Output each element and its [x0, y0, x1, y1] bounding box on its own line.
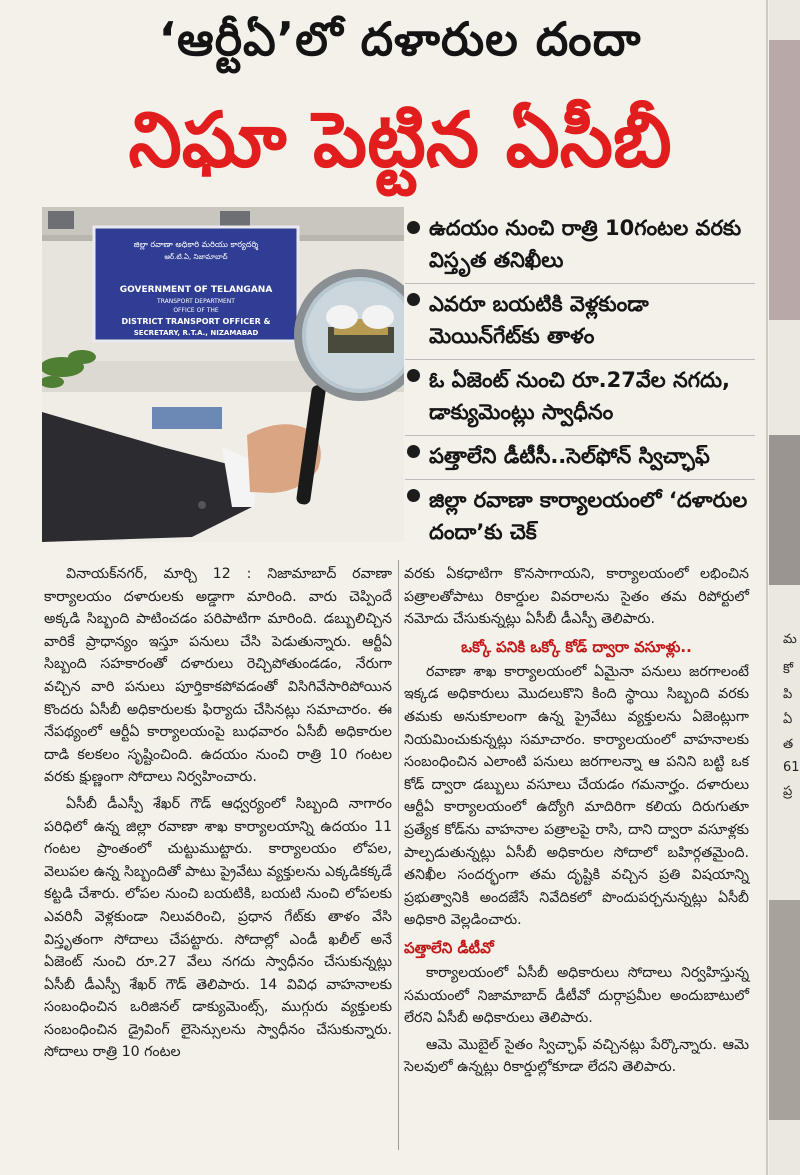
bullet-dot-icon [407, 369, 420, 382]
adjacent-photo [769, 435, 800, 585]
bullet-dot-icon [407, 293, 420, 306]
article-paragraph: ఏసీబీ డీఎస్పీ శేఖర్ గౌడ్ ఆధ్వర్యంలో సిబ్బంది నాగారం పరిధిలో ఉన్న జిల్లా రవాణా శాఖ కార్యాలయాన్ని ఉదయం 11 గంటల ప్రాంతంలో చుట్టుముట్టారు. కార్యాలయం లోపల, వెలుపల ఉన్న సిబ్బందితో పాటు ప్రైవేటు వ్యక్తులను ఎక్కడికక్కడే కట్టడి చేశారు. లోపల నుంచి బయటికి, బయటి నుంచి లోపలకు ఎవరినీ వెళ్లకుండా నిలువరించి, ప్రధాన గేట్‌కు తాళం వేసి విస్తృతంగా సోదాలు చేపట్టారు. సోదాల్లో ఎండీ ఖలీల్ అనే ఏజెంట్ నుంచి రూ.27 వేలు నగదు స్వాధీనం చేసుకున్నట్లు ఏసీబీ డీఎస్పీ శేఖర్ గౌడ్ తెలిపారు. 14 వివిధ వాహనాలకు సంబంధించిన ఒరిజినల్ డాక్యుమెంట్స్, ముగ్గురు వ్యక్తులకు సంబంధించిన డ్రైవింగ్ లైసెన్సులను స్వాధీనం చేసుకున్నారు. సోదాలు రాత్రి 10 గంటల [44, 795, 392, 1061]
headline: నిఘా పెట్టిన ఏసీబీ [128, 95, 672, 184]
highlight-text: పత్తాలేని డీటీసీ..సెల్‌ఫోన్ స్విచ్ఛాఫ్ [429, 444, 710, 468]
sign-line-5: OFFICE OF THE [173, 307, 219, 314]
adjacent-text-fragment: మ [783, 632, 797, 647]
sign-line-7: SECRETARY, R.T.A., NIZAMABAD [133, 329, 259, 337]
adjacent-article-strip [769, 0, 800, 1175]
article-column-right [404, 563, 749, 1083]
article-paragraph: రవాణా శాఖ కార్యాలయంలో ఏమైనా పనులు జరగాలంటే ఇక్కడ అధికారులు మొదలుకొని కింది స్థాయి సిబ్బంది వరకు తమకు అనుకూలంగా ఉన్న ప్రైవేటు వ్యక్తులను ఏజెంట్లుగా నియమించుకున్నట్లు సమాచారం. కార్యాలయంలో వాహనాలకు సంబంధించిన ఎలాంటి పనులు జరగాలన్నా ఆ పనిని బట్టి ఒక కోడ్ ద్వారా డబ్బులు వసూలు చేయడం గమనార్హం. దళారులు ఆర్టీఏ కార్యాలయంలో ఉద్యోగి మాదిరిగా కలియ దిరుగుతూ ప్రత్యేక కోడ్‌ను వాహనాల పత్రాలపై రాసి, దాని ద్వారా వసూళ్లకు పాల్పడుతున్నట్లు ఏసీబీ అధికారుల సోదాలో బహిర్గతమైంది. తనిఖీల సందర్భంగా తమ దృష్టికి వచ్చిన ప్రతి విషయాన్ని ప్రభుత్వానికి అందజేసే నివేదికలో పొందుపర్చనున్నట్లు ఏసీబీ అధికారి వెల్లడించారు. [404, 663, 749, 929]
highlight-item [405, 359, 755, 428]
headline-kicker: ‘ఆర్టీఏ’లో దళారుల దందా [158, 12, 642, 66]
article-paragraph: వరకు ఏకధాటిగా కొనసాగాయని, కార్యాలయంలో లభించిన పత్రాలతోపాటు రికార్డుల వివరాలను సైతం తమ రిపోర్టులో నమోదు చేసుకున్నట్లు ఏసీబీ డీఎస్పీ తెలిపారు. [404, 566, 749, 628]
subheading-code-collections: ఒక్కో పనికి ఒక్కో కోడ్ ద్వారా వసూళ్లు.. [461, 637, 692, 656]
sign-line-4: TRANSPORT DEPARTMENT [157, 298, 235, 305]
highlight-item [405, 479, 755, 548]
highlight-text: ఎవరూ బయటికి వెళ్లకుండా మెయిన్‌గేట్‌కు తాళం [429, 292, 649, 348]
adjacent-text-fragment: 61 [783, 760, 800, 775]
highlight-text: జిల్లా రవాణా కార్యాలయంలో ‘దళారుల దందా’కు చెక్ [429, 488, 748, 544]
column-divider [398, 560, 399, 1150]
highlights-list [405, 212, 755, 557]
subheading-dto-missing: పత్తాలేని డీటీవో [404, 938, 494, 957]
bullet-dot-icon [407, 221, 420, 234]
article-photo [42, 207, 404, 542]
highlight-text: ఉదయం నుంచి రాత్రి 10గంటల వరకు విస్తృత తనిఖీలు [429, 216, 742, 272]
article-paragraph: కార్యాలయంలో ఏసీబీ అధికారులు సోదాలు నిర్వహిస్తున్న సమయంలో నిజామాబాద్ డీటీవో దుర్గాప్రమీల అందుబాటులో లేరని ఏసీబీ అధికారులు తెలిపారు. [404, 964, 749, 1027]
article-paragraph: వినాయక్‌నగర్, మార్చి 12 : నిజామాబాద్ రవాణా కార్యాలయం దళారులకు అడ్డాగా మారింది. వారు చెప్పిందే అక్కడి సిబ్బంది పాటించడం పరిపాటిగా మారింది. డబ్బులిచ్చిన వారికే ప్రాధాన్యం ఇస్తూ పనులు చేసి పెడుతున్నారు. ఆర్టీఏ సిబ్బంది సహకారంతో దళారులు రెచ్చిపోతుండడం, నేరుగా వచ్చిన వారి పనులు పూర్తికాకపోవడంతో విసిగివేసారిపోయిన కొందరు ఏసీబీ అధికారులకు ఫిర్యాదు చేసినట్లు సమాచారం. ఈ నేపథ్యంలో ఆర్టీఏ కార్యాలయంపై బుధవారం ఏసీబీ అధికారుల దాడి కలకలం సృష్టించింది. ఉదయం నుంచి రాత్రి 10 గంటల వరకు క్షుణ్ణంగా సోదాలు నిర్వహించారు. [44, 566, 392, 786]
bullet-dot-icon [407, 445, 420, 458]
adjacent-text-fragment: కో [783, 662, 794, 677]
margin-rule [766, 0, 768, 1175]
adjacent-text-fragment: ఏ [783, 712, 793, 727]
adjacent-text-fragment: ప్ర [783, 784, 793, 799]
article-column-left [44, 563, 392, 1068]
sign-line-6: DISTRICT TRANSPORT OFFICER & [121, 317, 271, 326]
adjacent-text-fragment: పి [783, 687, 793, 702]
magnifying-glass-icon [298, 273, 404, 397]
sign-line-2: ఆర్.టి.ఏ, నిజామాబాద్ [164, 253, 228, 261]
highlight-item [405, 283, 755, 352]
adjacent-text-fragment: త [783, 737, 794, 752]
adjacent-photo [769, 900, 800, 1120]
adjacent-photo [769, 40, 800, 320]
sign-line-3: GOVERNMENT OF TELANGANA [119, 285, 273, 295]
highlight-text: ఓ ఏజెంట్ నుంచి రూ.27వేల నగదు, డాక్యుమెంట్లు స్వాధీనం [429, 368, 731, 424]
photo-illustration [42, 207, 404, 542]
highlight-item [405, 212, 755, 276]
sign-line-1: జిల్లా రవాణా అధికారి మరియు కార్యదర్శి [133, 240, 259, 249]
article-paragraph: ఆమె మొబైల్ సైతం స్విచ్ఛాఫ్ వచ్చినట్లు పేర్కొన్నారు. ఆమె సెలవులో ఉన్నట్లు రికార్డుల్లోకూడా లేదని తెలిపారు. [404, 1036, 749, 1076]
bullet-dot-icon [407, 489, 420, 502]
highlight-item [405, 435, 755, 472]
